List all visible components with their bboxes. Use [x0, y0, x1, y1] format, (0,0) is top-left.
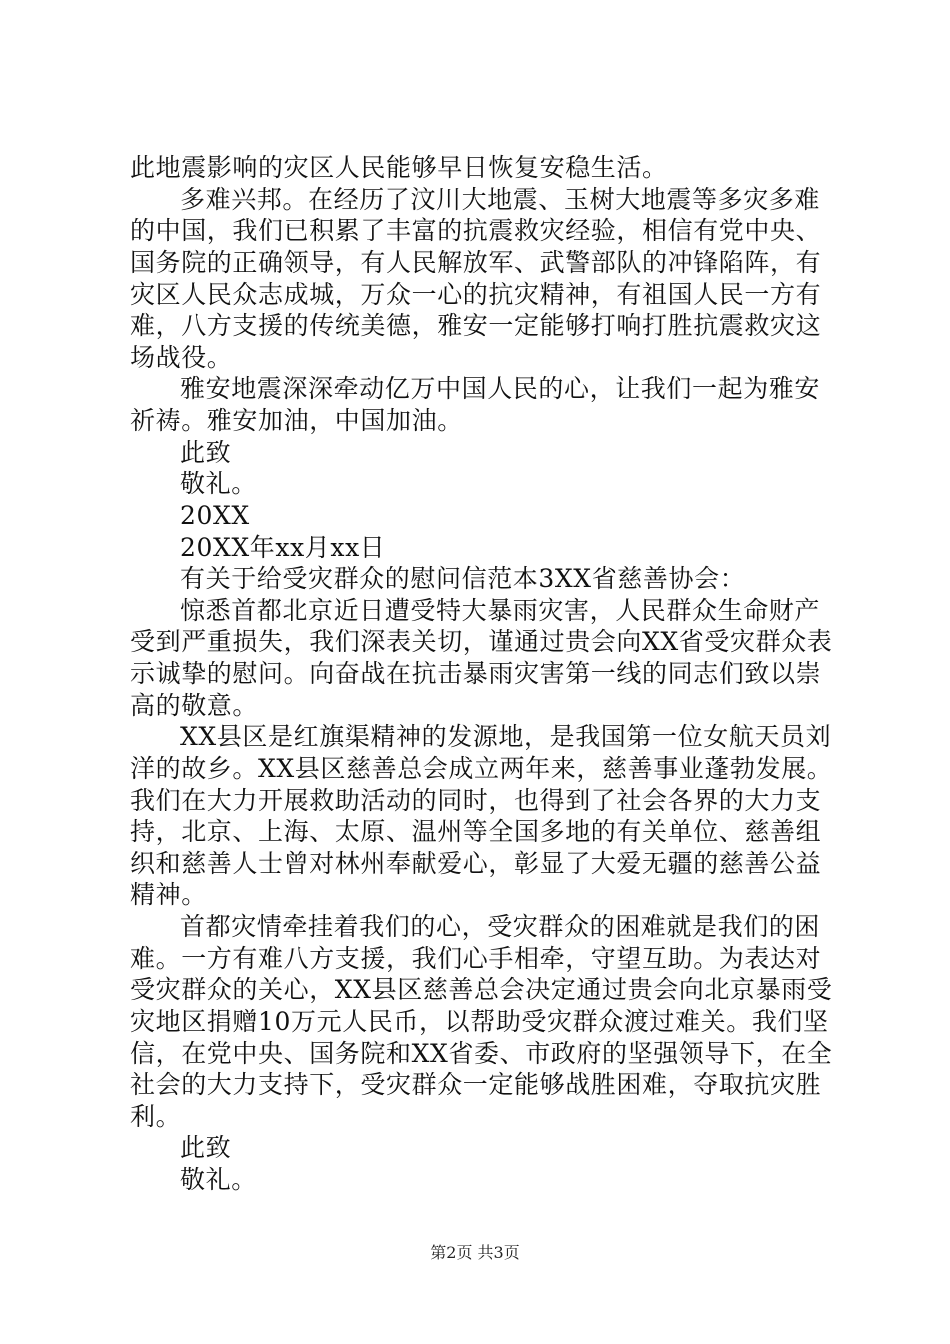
body-line: 灾地区捐赠10万元人民币，以帮助受灾群众渡过难关。我们坚 — [130, 1007, 829, 1036]
body-line: 高的敬意。 — [130, 691, 259, 720]
body-line: 织和慈善人士曾对林州奉献爱心，彰显了大爱无疆的慈善公益 — [130, 849, 822, 878]
body-line: 信，在党中央、国务院和XX省委、市政府的坚强领导下，在全 — [130, 1039, 833, 1068]
body-line: 此地震影响的灾区人民能够早日恢复安稳生活。 — [130, 153, 668, 182]
body-line: 受灾群众的关心，XX县区慈善总会决定通过贵会向北京暴雨受 — [130, 975, 833, 1004]
body-line: 精神。 — [130, 880, 207, 909]
body-line: 洋的故乡。XX县区慈善总会成立两年来，慈善事业蓬勃发展。 — [130, 754, 833, 783]
paragraph-first-line: 首都灾情牵挂着我们的心，受灾群众的困难就是我们的困 — [180, 912, 821, 941]
body-line: 我们在大力开展救助活动的同时，也得到了社会各界的大力支 — [130, 786, 822, 815]
body-line: 灾区人民众志成城，万众一心的抗灾精神，有祖国人民一方有 — [130, 280, 822, 309]
closing-salutation: 此致 — [180, 1133, 232, 1162]
closing-salutation: 此致 — [180, 438, 232, 467]
signature: 20XX — [180, 501, 250, 530]
body-line: 受到严重损失，我们深表关切，谨通过贵会向XX省受灾群众表 — [130, 627, 833, 656]
body-line: 国务院的正确领导，有人民解放军、武警部队的冲锋陷阵，有 — [130, 248, 822, 277]
page-footer: 第2页 共3页 — [430, 1243, 520, 1262]
body-line: 利。 — [130, 1102, 182, 1131]
date-line: 20XX年xx月xx日 — [180, 533, 386, 562]
paragraph-first-line: XX县区是红旗渠精神的发源地，是我国第一位女航天员刘 — [180, 722, 832, 751]
paragraph-first-line: 惊悉首都北京近日遭受特大暴雨灾害，人民群众生命财产 — [180, 596, 821, 625]
body-line: 持，北京、上海、太原、温州等全国多地的有关单位、慈善组 — [130, 817, 822, 846]
body-line: 难。一方有难八方支援，我们心手相牵，守望互助。为表达对 — [130, 944, 822, 973]
body-line: 示诚挚的慰问。向奋战在抗击暴雨灾害第一线的同志们致以崇 — [130, 659, 822, 688]
body-line: 场战役。 — [130, 343, 233, 372]
closing-regards: 敬礼。 — [180, 1165, 257, 1194]
body-line: 社会的大力支持下，受灾群众一定能够战胜困难，夺取抗灾胜 — [130, 1070, 822, 1099]
paragraph-first-line: 雅安地震深深牵动亿万中国人民的心，让我们一起为雅安 — [180, 374, 821, 403]
body-line: 难，八方支援的传统美德，雅安一定能够打响打胜抗震救灾这 — [130, 311, 822, 340]
section-heading: 有关于给受灾群众的慰问信范本3XX省慈善协会： — [180, 564, 746, 593]
body-line: 的中国，我们已积累了丰富的抗震救灾经验，相信有党中央、 — [130, 216, 822, 245]
closing-regards: 敬礼。 — [180, 469, 257, 498]
paragraph-first-line: 多难兴邦。在经历了汶川大地震、玉树大地震等多灾多难 — [180, 185, 821, 214]
body-line: 祈祷。雅安加油，中国加油。 — [130, 406, 463, 435]
